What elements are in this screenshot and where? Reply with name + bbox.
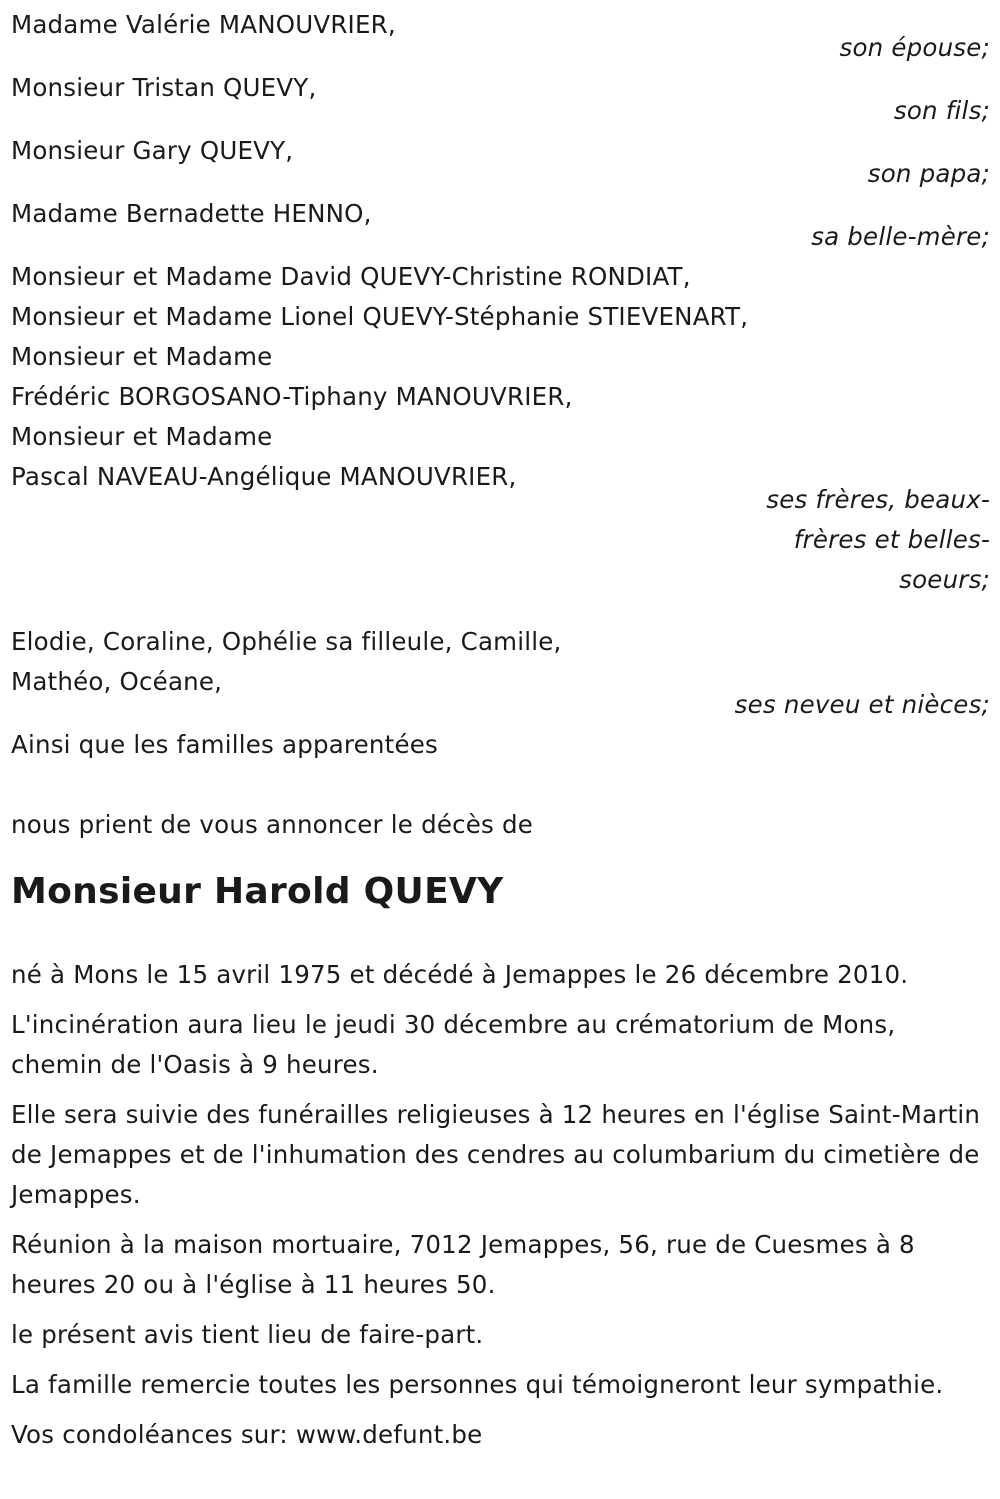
family-name: Monsieur Tristan QUEVY,: [11, 73, 317, 102]
birth-death-paragraph: né à Mons le 15 avril 1975 et décédé à Jemappes le 26 décembre 2010.: [11, 960, 909, 989]
family-relation-line: frères et belles-: [793, 525, 990, 554]
family-relation-line: ses frères, beaux-: [766, 485, 990, 514]
family-group-son: [11, 68, 990, 131]
family-relation: ses neveu et nièces;: [734, 690, 990, 719]
family-name: Monsieur et Madame: [11, 422, 273, 451]
family-relation: son papa;: [867, 159, 990, 188]
family-name: Monsieur Gary QUEVY,: [11, 136, 294, 165]
family-name: Elodie, Coraline, Ophélie sa filleule, Camille,: [11, 627, 562, 656]
announce-line: nous prient de vous annoncer le décès de: [11, 810, 534, 839]
cremation-paragraph: L'incinération aura lieu le jeudi 30 décembre au crématorium de Mons, chemin de l'Oasis à 9 heures.: [11, 1010, 896, 1079]
family-name: Madame Valérie MANOUVRIER,: [11, 10, 396, 39]
family-relation: son épouse;: [839, 33, 990, 62]
condolences-paragraph: Vos condoléances sur: www.defunt.be: [11, 1420, 483, 1449]
notice-paragraph: le présent avis tient lieu de faire-part.: [11, 1320, 484, 1349]
family-name: Monsieur et Madame Lionel QUEVY-Stéphanie STIEVENART,: [11, 302, 749, 331]
family-relation: son fils;: [893, 96, 990, 125]
family-relation-line: soeurs;: [899, 565, 990, 594]
funeral-paragraph: Elle sera suivie des funérailles religieuses à 12 heures en l'église Saint-Martin de Jemappes et de l'inhumation des cendres au columbarium du cimetière de Jemappes.: [11, 1100, 981, 1209]
gathering-paragraph: Réunion à la maison mortuaire, 7012 Jemappes, 56, rue de Cuesmes à 8 heures 20 ou à l'église à 11 heures 50.: [11, 1230, 915, 1299]
family-name: Monsieur et Madame: [11, 342, 273, 371]
family-name: Mathéo, Océane,: [11, 667, 223, 696]
family-group-spouse: [11, 5, 990, 68]
family-group-siblings: [11, 257, 990, 600]
deceased-name: Monsieur Harold QUEVY: [11, 871, 504, 912]
family-group-mother-in-law: [11, 194, 990, 257]
family-relation: sa belle-mère;: [811, 222, 990, 251]
family-name: Madame Bernadette HENNO,: [11, 199, 372, 228]
family-group-father: [11, 131, 990, 194]
family-name: Pascal NAVEAU-Angélique MANOUVRIER,: [11, 462, 517, 491]
family-group-nephews-nieces: [11, 622, 990, 725]
thanks-paragraph: La famille remercie toutes les personnes qui témoigneront leur sympathie.: [11, 1370, 944, 1399]
families-line: Ainsi que les familles apparentées: [11, 730, 438, 759]
family-name: Frédéric BORGOSANO-Tiphany MANOUVRIER,: [11, 382, 573, 411]
family-name: Monsieur et Madame David QUEVY-Christine RONDIAT,: [11, 262, 691, 291]
family-relation: [730, 480, 990, 600]
